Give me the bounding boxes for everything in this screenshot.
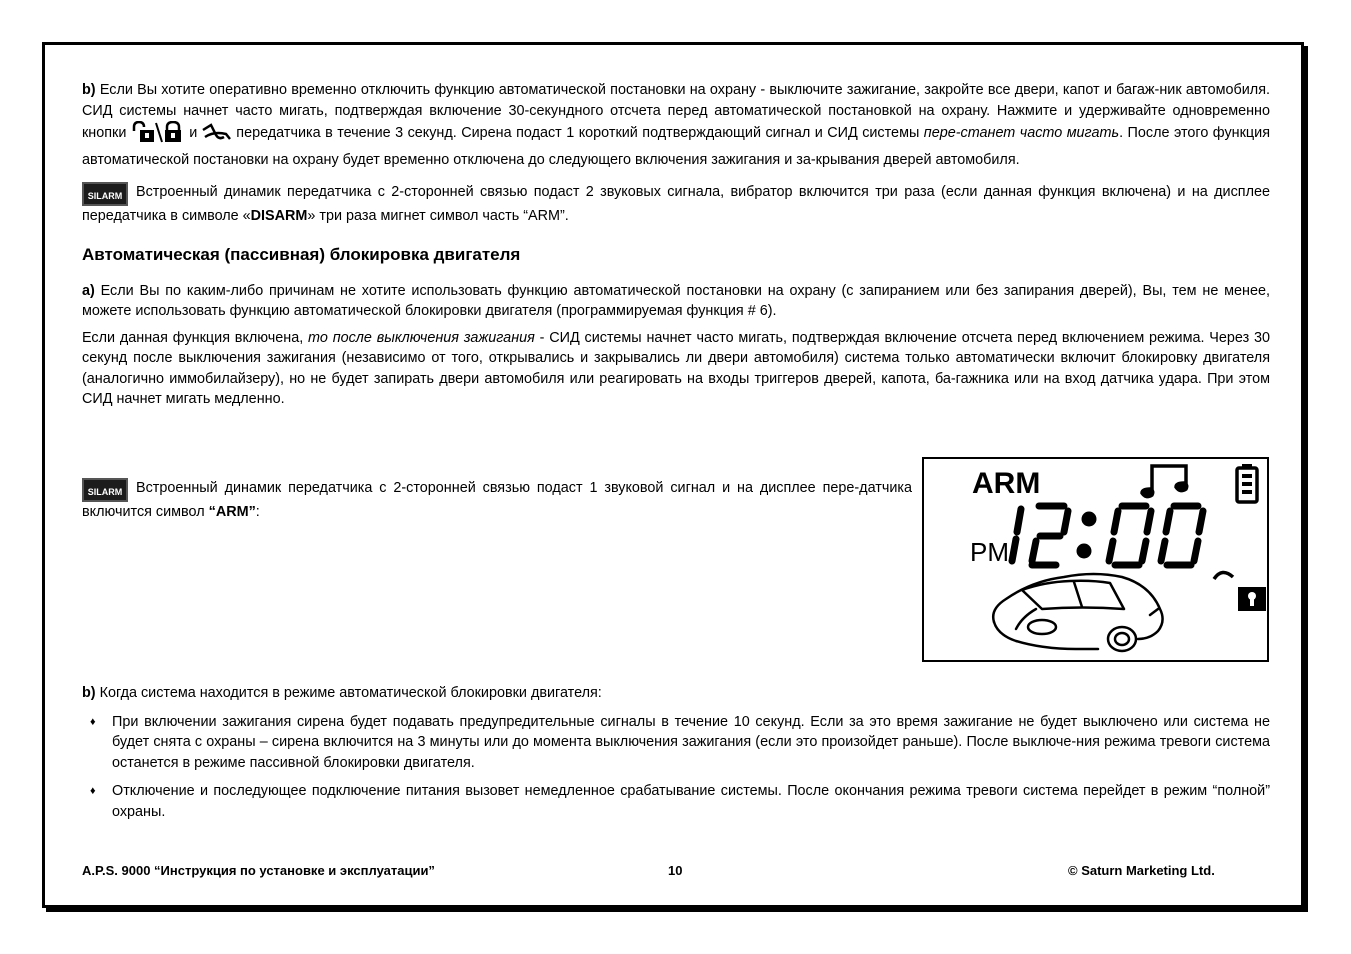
unlock-lock-buttons-icon bbox=[131, 121, 185, 150]
lock-shackle-icon bbox=[1214, 572, 1233, 579]
paragraph-a-engine-block: a) Если Вы по каким-либо причинам не хотите использовать функцию автоматической постановки на охрану (с запиранием или без запирания дверей), Вы, тем не менее, можете использовать функцию автоматической блокировки двигателя (программируемая функция # 6). bbox=[82, 282, 1270, 319]
paragraph-silarm-arm: SILARM Встроенный динамик передатчика с 2-сторонней связью подаст 1 звуковой сигнал и на дисплее пере-датчика включится символ “ARM”: bbox=[82, 480, 912, 520]
bullet-icon: ♦ bbox=[90, 785, 96, 797]
lcd-pm-text: PM bbox=[970, 537, 1009, 567]
paragraph-silarm-disarm: SILARM Встроенный динамик передатчика с 2-сторонней связью подаст 2 звуковых сигнала, вибратор включится три раза (если данная функция включена) и на дисплее передатчика в символе «DISARM» три раза мигнет символ часть “ARM”. bbox=[82, 184, 1270, 224]
list-item: ♦ Отключение и последующее подключение питания вызовет немедленное срабатывание системы. После окончания режима тревоги система перейдет в режим “полной” охраны. bbox=[90, 783, 1270, 820]
paragraph-b-engine-block-mode: b) Когда система находится в режиме автоматической блокировки двигателя: bbox=[82, 685, 602, 701]
section-b-engine-block-mode bbox=[82, 683, 1270, 830]
bullet-list bbox=[82, 712, 1270, 823]
lcd-arm-text: ARM bbox=[972, 467, 1041, 500]
silarm-logo-icon: SILARM bbox=[82, 182, 128, 206]
trunk-button-icon bbox=[202, 123, 232, 150]
footer-copyright: © Saturn Marketing Ltd. bbox=[1068, 863, 1215, 878]
footer-page-number: 10 bbox=[668, 863, 683, 878]
lcd-display-illustration bbox=[922, 457, 1269, 662]
bullet-icon: ♦ bbox=[90, 715, 96, 728]
music-note-icon bbox=[1142, 466, 1187, 497]
lcd-display-svg bbox=[924, 459, 1267, 660]
car-icon bbox=[993, 574, 1162, 651]
list-item: ♦ При включении зажигания сирена будет подавать предупредительные сигналы в течение 10 секунд. Если за это время зажигание не будет выключено или система не будет снята с охраны – сирена включится на 3 минуты или до момента выключения зажигания (если это произойдет раньше). После выключе-ния режима тревоги система останется в режиме пассивной блокировки двигателя. bbox=[90, 713, 1270, 771]
lcd-time-digits bbox=[1012, 506, 1203, 565]
silarm-logo-icon: SILARM bbox=[82, 478, 128, 502]
item-label: b) bbox=[82, 82, 96, 98]
lock-icon bbox=[1238, 587, 1266, 611]
item-label: b) bbox=[82, 685, 96, 701]
item-label: a) bbox=[82, 282, 95, 299]
paragraph-if-enabled: Если данная функция включена, то после выключения зажигания - СИД системы начнет часто мигать, подтверждая включение отсчета перед включением режима. Через 30 секунд после выключения зажигания (независимо от того, открывались и закрывались ли двери автомобиля) система только автоматически включит блокировку двигателя (аналогично иммобилайзеру), но не будет запирать двери автомобиля или реагировать на входы триггеров дверей, капота, ба-гажника или на вход датчика удара. При этом СИД начнет мигать медленно. bbox=[82, 329, 1270, 407]
footer-document-title: A.P.S. 9000 “Инструкция по установке и эксплуатации” bbox=[82, 863, 435, 878]
paragraph-b-disable-auto-arm: b) Если Вы хотите оперативно временно отключить функцию автоматической постановки на охрану - выключите зажигание, закройте все двери, капот и багаж-ник автомобиля. СИД системы начнет часто мигать, подтверждая включение 30-секундного отсчета перед автоматической постановкой на охрану. Нажмите и удерживайте одновременно кнопки и передатчика в течение 3 секунд. Сирена подаст 1 короткий подтверждающий сигнал и СИД системы пере-станет часто мигать. После этого функция автоматической постановки на охрану будет временно отключена до следующего включения зажигания и за-крывания дверей автомобиля. bbox=[82, 82, 1270, 168]
battery-icon bbox=[1237, 464, 1257, 502]
section-heading: Автоматическая (пассивная) блокировка двигателя bbox=[82, 244, 521, 264]
